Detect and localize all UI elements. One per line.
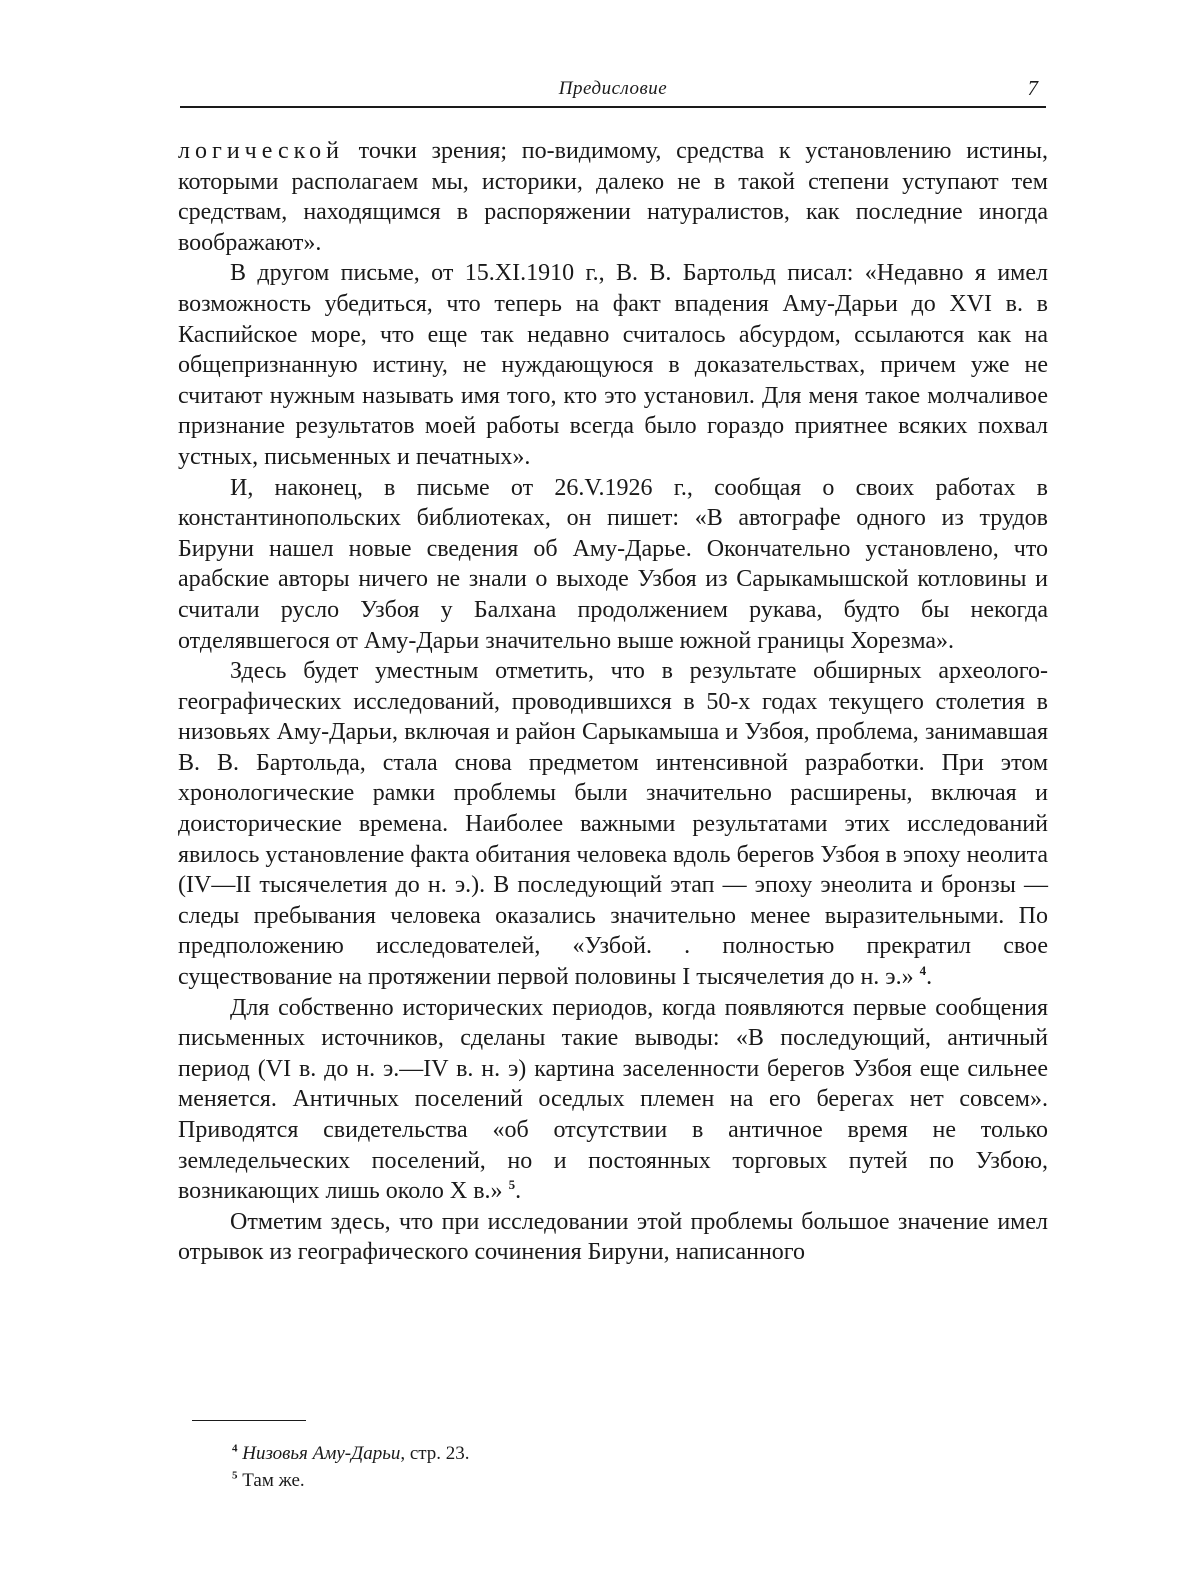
paragraph-6: Отметим здесь, что при исследовании этой проблемы большое значение имел отрывок из географического сочинения Бируни, написанного	[178, 1208, 1048, 1266]
footnote-text: , стр. 23.	[400, 1443, 470, 1464]
footnote-mark: 4	[232, 1442, 238, 1455]
paragraph-text: Здесь будет уместным отметить, что в результате обширных археолого-географических исследований, проводившихся в 50-х годах текущего столетия в низовьях Аму-Дарьи, включая и район Сарыкамыша и Узбоя, проблема, занимавшая В. В. Бартольда, стала снова предметом интенсивной разработки. При этом хронологические рамки проблемы были значительно расширены, включая и доисторические времена. Наиболее важными результатами этих исследований явилось установление факта обитания человека вдоль берегов Узбоя в эпоху неолита (IV—II тысячелетия до н. э.). В последующий этап — эпоху энеолита и бронзы — следы пребывания человека оказались значительно менее выразительными. По предположению исследователей, «Узбой. . полностью прекратил свое существование на протяжении первой половины I тысячелетия до н. э.»	[178, 658, 1048, 991]
running-title: Предисловие	[558, 78, 668, 99]
paragraph-2: В другом письме, от 15.XI.1910 г., В. В. Бартольд писал: «Недавно я имел возможность убедиться, что теперь на факт впадения Аму-Дарьи до XVI в. в Каспийское море, что еще так недавно считалось абсурдом, ссылаются как на общепризнанную истину, не нуждающуюся в доказательствах, причем уже не считают нужным называть имя того, кто это установил. Для меня такое молчаливое признание результатов моей работы всегда было гораздо приятнее всяких похвал устных, письменных и печатных».	[178, 260, 1048, 470]
paragraph-3: И, наконец, в письме от 26.V.1926 г., сообщая о своих работах в константинопольских библиотеках, он пишет: «В автографе одного из трудов Бируни нашел новые сведения об Аму-Дарье. Окончательно установлено, что арабские авторы ничего не знали о выходе Узбоя из Сарыкамышской котловины и считали русло Узбоя у Балхана продолжением рукава, будто бы некогда отделявшегося от Аму-Дарьи значительно выше южной границы Хорезма».	[178, 474, 1048, 654]
footnote-ref-5[interactable]: 5	[508, 1177, 516, 1193]
footnote-mark: 5	[232, 1469, 238, 1482]
footnote-divider	[192, 1420, 306, 1421]
footnotes	[232, 1440, 932, 1494]
paragraph-4: Здесь будет уместным отметить, что в результате обширных археолого-географических исследований, проводившихся в 50-х годах текущего столетия в низовьях Аму-Дарьи, включая и район Сарыкамыша и Узбоя, проблема, занимавшая В. В. Бартольда, стала снова предметом интенсивной разработки. При этом хронологические рамки проблемы были значительно расширены, включая и доисторические времена. Наиболее важными результатами этих исследований явилось установление факта обитания человека вдоль берегов Узбоя в эпоху неолита (IV—II тысячелетия до н. э.). В последующий этап — эпоху энеолита и бронзы — следы пребывания человека оказались значительно менее выразительными. По предположению исследователей, «Узбой. . полностью прекратил свое существование на протяжении первой половины I тысячелетия до н. э.» $^4$.	[178, 658, 1048, 991]
spaced-word: логической	[178, 138, 344, 164]
paragraph-1	[178, 136, 1048, 258]
running-head	[180, 76, 1046, 108]
footnote-4	[232, 1440, 932, 1467]
footnote-ref-4[interactable]: 4	[919, 963, 927, 979]
paragraph-5: Для собственно исторических периодов, когда появляются первые сообщения письменных источников, сделаны такие выводы: «В последующий, античный период (VI в. до н. э.—IV в. н. э) картина заселенности берегов Узбоя еще сильнее меняется. Античных поселений оседлых племен на его берегах нет совсем». Приводятся свидетельства «об отсутствии в античное время не только земледельческих поселений, но и постоянных торговых путей по Узбою, возникающих лишь около X в.» $^5$.	[178, 994, 1048, 1205]
footnote-5	[232, 1467, 932, 1494]
page-number: 7	[1027, 76, 1038, 100]
paragraph-text: точки зрения; по-видимому, средства к установлению истины, которыми располагаем мы, историки, далеко не в такой степени уступают тем средствам, находящимся в распоряжении натуралистов, как последние иногда воображают».	[178, 138, 1048, 256]
footnote-title: Низовья Аму-Дарьи	[242, 1443, 401, 1464]
body-text	[178, 136, 1048, 1268]
footnote-text: Там же.	[242, 1470, 305, 1491]
paragraph-text: Для собственно исторических периодов, когда появляются первые сообщения письменных источников, сделаны такие выводы: «В последующий, античный период (VI в. до н. э.—IV в. н. э) картина заселенности берегов Узбоя еще сильнее меняется. Античных поселений оседлых племен на его берегах нет совсем». Приводятся свидетельства «об отсутствии в античное время не только земледельческих поселений, но и постоянных торговых путей по Узбою, возникающих лишь около X в.»	[178, 994, 1048, 1205]
